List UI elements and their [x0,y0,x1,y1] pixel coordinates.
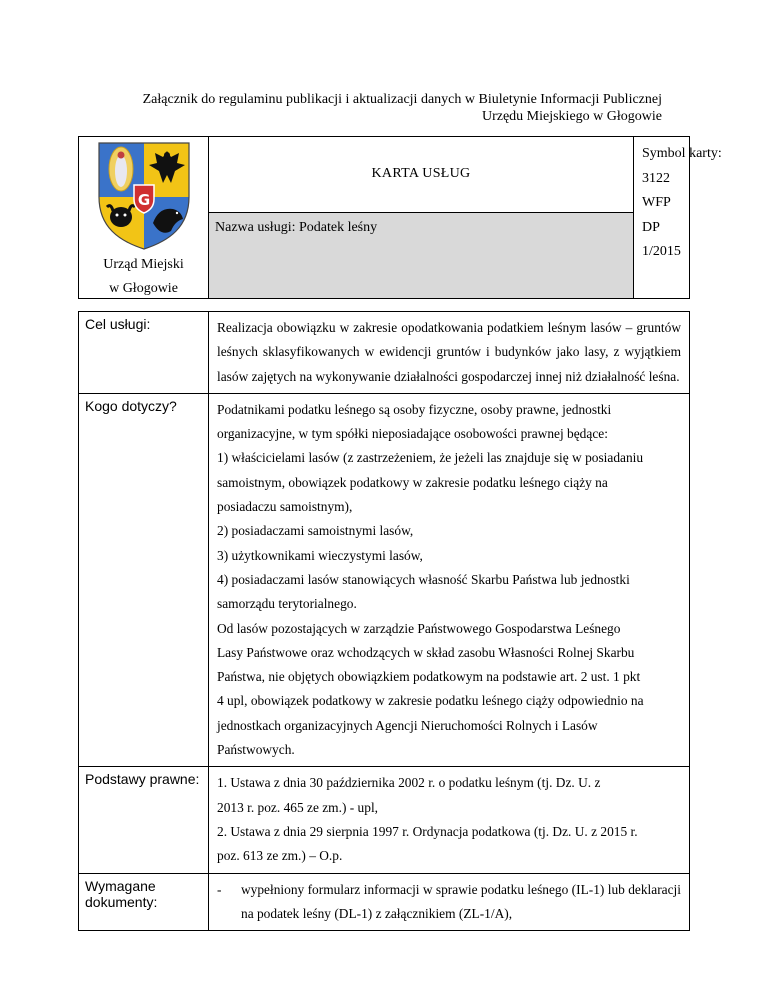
symbol-label: Symbol karty: [642,146,722,161]
symbol-line-4: 1/2015 [642,244,681,259]
content-kogo [209,394,689,766]
page-header [102,91,662,125]
kogo-line: 4 upl, obowiązek podatkowy w zakresie podatku leśnego ciąży odpowiednio na [217,693,644,709]
service-name-cell [209,213,634,298]
kogo-line: samoistnym, obowiązek podatkowy w zakresie podatku leśnego ciąży na [217,474,608,490]
label-podstawy: Podstawy prawne: [79,767,209,872]
card-title: KARTA USŁUG [371,166,471,181]
logo-cell [79,137,209,298]
row-wymagane [79,874,689,931]
content-podstawy [209,767,689,872]
kogo-line: Od lasów pozostających w zarządzie Państwowego Gospodarstwa Leśnego [217,620,621,636]
kogo-line: 1) właścicielami lasów (z zastrzeżeniem, że jeżeli las znajduje się w posiadaniu [217,450,644,466]
svg-text:G: G [137,191,151,209]
row-kogo [79,394,689,767]
kogo-line: 3) użytkownikami wieczystymi lasów, [217,547,423,563]
label-kogo: Kogo dotyczy? [79,394,209,766]
kogo-line: samorządu terytorialnego. [217,596,357,612]
kogo-line: Lasy Państwowe oraz wchodzących w skład zasobu Własności Rolnej Skarbu [217,644,635,660]
header-line-1: Załącznik do regulaminu publikacji i aktualizacji danych w Biuletynie Informacji Publicznej [142,92,662,107]
office-line-1: Urząd Miejski [103,257,184,272]
kogo-line: organizacyjne, w tym spółki nieposiadające osobowości prawnej będące: [217,426,608,442]
symbol-line-1: 3122 [642,170,670,186]
kogo-line: 4) posiadaczami lasów stanowiących własność Skarbu Państwa lub jednostki [217,571,630,587]
office-name [79,253,208,301]
content-wymagane [209,874,689,931]
row-podstawy [79,767,689,873]
label-cel: Cel usługi: [79,312,209,393]
card-title-cell [209,137,634,213]
header-line-2: Urzędu Miejskiego w Głogowie [481,109,662,124]
service-name: Nazwa usługi: Podatek leśny [215,220,378,235]
kogo-line: Państwowych. [217,742,295,758]
symbol-line-3: DP [642,219,660,235]
podstawy-line: 2013 r. poz. 465 ze zm.) - upl, [217,799,379,815]
podstawy-line: poz. 613 ze zm.) – O.p. [217,848,343,864]
service-card-header [78,136,722,299]
content-cel [209,312,689,393]
kogo-line: posiadaczu samoistnym), [217,499,353,515]
kogo-line: Podatnikami podatku leśnego są osoby fizyczne, osoby prawne, jednostki [217,401,612,417]
list-dash: - [217,881,222,897]
office-line-2: w Głogowie [109,281,178,296]
kogo-line: jednostkach organizacyjnych Agencji Nieruchomości Rolnych i Lasów [217,717,598,733]
kogo-line: Państwa, nie objętych obowiązkiem podatkowym na podstawie art. 2 ust. 1 pkt [217,669,641,685]
kogo-line: 2) posiadaczami samoistnymi lasów, [217,523,414,539]
list-item [217,878,681,927]
coat-of-arms-icon [97,141,191,251]
list-item-text: wypełniony formularz informacji w sprawie podatku leśnego (IL-1) lub deklaracji na podatek leśny (DL-1) z załącznikiem (ZL-1/A), [241,881,681,921]
symbol-line-2: WFP [642,195,671,210]
podstawy-line: 2. Ustawa z dnia 29 sierpnia 1997 r. Ordynacja podatkowa (tj. Dz. U. z 2015 r. [217,823,638,839]
service-details-table [78,311,690,931]
label-wymagane: Wymagane dokumenty: [79,874,209,931]
cel-text: Realizacja obowiązku w zakresie opodatkowania podatkiem leśnym lasów – gruntów leśnych sklasyfikowanych w ewidencji gruntów i budynków jako lasy, z wyjątkiem lasów zajętych na wykonywanie działalności gospodarczej innej niż działalność leśna. [217,320,681,384]
podstawy-line: 1. Ustawa z dnia 30 października 2002 r. o podatku leśnym (tj. Dz. U. z [217,775,601,791]
row-cel [79,312,689,394]
symbol-cell [634,137,722,298]
